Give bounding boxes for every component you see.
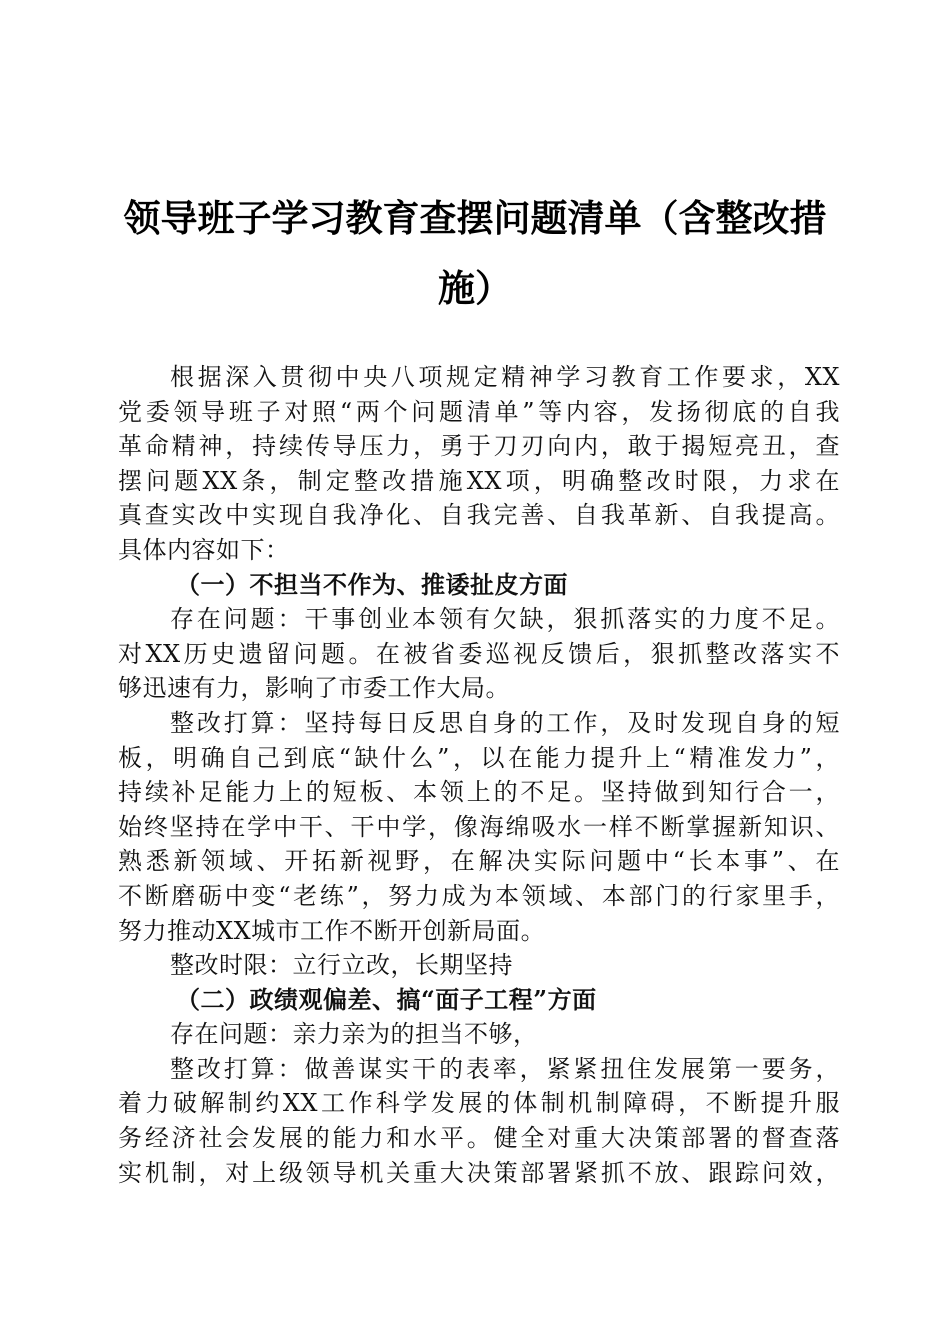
paragraph-line: 具体内容如下： xyxy=(118,535,290,564)
paragraph-line: 始终坚持在学中干、干中学，像海绵吸水一样不断掌握新知识、 xyxy=(118,812,840,841)
paragraph-line: 整改打算：做善谋实干的表率，紧紧扭住发展第一要务， xyxy=(170,1054,840,1083)
paragraph-line: 摆问题XX条，制定整改措施XX项，明确整改时限，力求在 xyxy=(118,466,840,495)
paragraph-line: 党委领导班子对照“两个问题清单”等内容，发扬彻底的自我 xyxy=(118,397,840,426)
paragraph-line: 革命精神，持续传导压力，勇于刀刃向内，敢于揭短亮丑，查 xyxy=(118,432,840,461)
paragraph-line: 熟悉新领域、开拓新视野，在解决实际问题中“长本事”、在 xyxy=(118,847,840,876)
document-title-line-2: 施） xyxy=(438,266,512,310)
paragraph-line: 存在问题：亲力亲为的担当不够， xyxy=(170,1020,538,1049)
section-heading: （二）政绩观偏差、搞“面子工程”方面 xyxy=(176,984,597,1014)
paragraph-line: 着力破解制约XX工作科学发展的体制机制障碍，不断提升服 xyxy=(118,1089,840,1118)
paragraph-line: 持续补足能力上的短板、本领上的不足。坚持做到知行合一， xyxy=(118,778,840,807)
paragraph-line: 努力推动XX城市工作不断开创新局面。 xyxy=(118,916,546,945)
paragraph-line: 务经济社会发展的能力和水平。健全对重大决策部署的督查落 xyxy=(118,1124,840,1153)
paragraph-line: 实机制，对上级领导机关重大决策部署紧抓不放、跟踪问效， xyxy=(118,1158,840,1187)
paragraph-line: 对XX历史遗留问题。在被省委巡视反馈后，狠抓整改落实不 xyxy=(118,639,840,668)
paragraph-line: 够迅速有力，影响了市委工作大局。 xyxy=(118,674,510,703)
paragraph-line: 整改打算：坚持每日反思自身的工作，及时发现自身的短 xyxy=(170,708,840,737)
section-heading: （一）不担当不作为、推诿扯皮方面 xyxy=(176,569,568,599)
paragraph-line: 整改时限：立行立改，长期坚持 xyxy=(170,951,513,980)
document-body xyxy=(118,360,840,1190)
paragraph-line: 存在问题：干事创业本领有欠缺，狠抓落实的力度不足。 xyxy=(170,605,840,634)
paragraph-line: 真查实改中实现自我净化、自我完善、自我革新、自我提高。 xyxy=(118,501,840,530)
paragraph-line: 板，明确自己到底“缺什么”，以在能力提升上“精准发力”， xyxy=(118,743,840,772)
paragraph-line: 不断磨砺中变“老练”，努力成为本领域、本部门的行家里手， xyxy=(118,881,840,910)
paragraph-line: 根据深入贯彻中央八项规定精神学习教育工作要求，XX xyxy=(170,363,840,391)
document-title-line-1: 领导班子学习教育查摆问题清单（含整改措 xyxy=(123,196,827,240)
